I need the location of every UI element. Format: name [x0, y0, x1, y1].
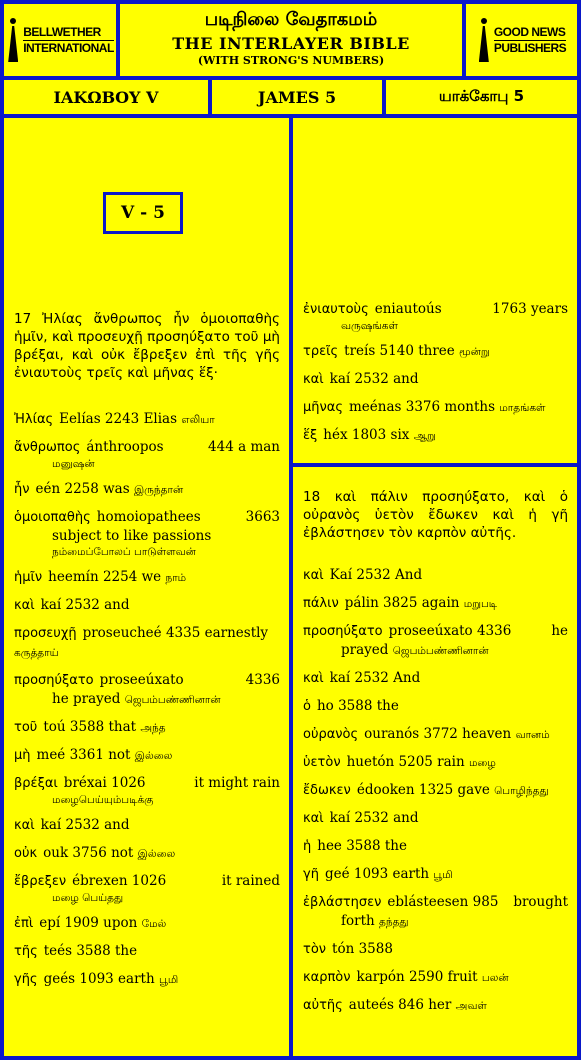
verse-18-text: 18 καὶ πάλιν προσηύξατο, καὶ ὁ οὐρανὸς ὑετὸν ἔδωκεν καὶ ἡ γῆ ἐβλάστησεν τὸν καρπὸν αὐτῆς.	[303, 489, 568, 541]
word-entry	[14, 480, 280, 499]
word-entry-head	[303, 865, 453, 884]
word-entry-head	[303, 622, 511, 641]
word-entry	[14, 774, 280, 807]
tamil-gloss: ஜெபம்பண்ணினான்	[124, 694, 221, 706]
transliteration: auteés 846 her	[348, 997, 452, 1013]
word-entry	[14, 970, 280, 989]
word-entry	[303, 622, 568, 660]
verse-17-text: 17 Ἠλίας ἄνθρωπος ἦν ὁμοιοπαθὴς ἡμῖν, καὶ προσευχῇ προσηύξατο τοῦ μὴ βρέξαι, καὶ οὐκ ἔβρεξεν ἐπὶ τῆς γῆς ἐνιαυτοὺς τρεῖς καὶ μῆνας ἕξ·	[14, 311, 280, 381]
transliteration: meé 3361 not	[36, 747, 131, 763]
transliteration: toú 3588 that	[43, 719, 137, 735]
greek-word: τοῦ	[14, 720, 38, 735]
english-gloss-cont	[14, 527, 280, 545]
verse-badge: V - 5	[103, 192, 183, 234]
word-entry	[303, 725, 568, 744]
word-entry	[303, 753, 568, 772]
word-entry-gloss: 444 a man	[208, 439, 280, 455]
word-entry-row	[303, 725, 568, 744]
tamil-gloss: மறுபடி	[463, 598, 498, 610]
tamil-gloss: ஆறு	[413, 430, 436, 442]
greek-word: ἡμῖν	[14, 570, 43, 585]
word-entry-gloss: he	[551, 623, 568, 639]
book-english: JAMES 5	[212, 80, 382, 114]
word-entry-head	[14, 410, 215, 429]
transliteration: proseeúxato 4336	[388, 623, 512, 639]
tamil-gloss: பூமி	[158, 974, 179, 986]
left-word-list	[14, 410, 280, 998]
word-entry	[14, 671, 280, 709]
greek-word: αὐτῆς	[303, 998, 343, 1013]
word-entry-gloss: 3663	[245, 509, 280, 525]
word-entry	[303, 697, 568, 716]
transliteration: ho 3588 the	[316, 698, 399, 714]
word-entry-head	[303, 781, 549, 800]
greek-word: τῆς	[14, 944, 38, 959]
word-entry-head	[303, 300, 442, 319]
word-entry-row	[14, 914, 280, 933]
word-entry-row	[14, 844, 280, 863]
greek-word: οὐρανὸς	[303, 727, 359, 742]
word-entry-head	[14, 844, 175, 863]
transliteration: ouk 3756 not	[43, 845, 134, 861]
word-entry	[14, 942, 280, 961]
greek-word: ἄνθρωπος	[14, 440, 81, 455]
word-entry	[303, 300, 568, 333]
word-entry	[14, 410, 280, 429]
word-entry-row	[303, 697, 568, 716]
greek-word: καὶ	[14, 818, 35, 833]
word-entry	[14, 596, 280, 615]
greek-word: ἐβλάστησεν	[303, 895, 382, 910]
word-entry	[303, 594, 568, 613]
word-entry	[14, 872, 280, 905]
word-entry-gloss: it might rain	[194, 775, 280, 791]
greek-word: πάλιν	[303, 596, 339, 611]
word-entry-head	[303, 426, 436, 445]
greek-word: καὶ	[303, 568, 324, 583]
greek-word: καὶ	[303, 811, 324, 826]
word-entry	[303, 865, 568, 884]
word-entry-head	[14, 671, 184, 690]
word-entry-row	[14, 568, 280, 587]
greek-word: Ἠλίας	[14, 412, 54, 427]
greek-word: ὁμοιοπαθὴς	[14, 510, 91, 525]
transliteration: meénas 3376 months	[348, 399, 496, 415]
word-entry-row	[303, 753, 568, 772]
transliteration: eniautoús	[374, 301, 442, 317]
word-entry-head	[303, 837, 407, 856]
tamil-gloss: நாம்	[165, 572, 187, 584]
greek-word: καὶ	[14, 598, 35, 613]
word-entry-row	[14, 480, 280, 499]
word-entry-head	[303, 893, 498, 912]
right-top-word-list	[303, 300, 568, 454]
greek-word: καὶ	[303, 671, 324, 686]
greek-word: ἕξ	[303, 428, 318, 443]
book-greek: ΙΑΚΩΒΟΥ V	[4, 80, 208, 114]
transliteration: bréxai 1026	[63, 775, 146, 791]
greek-word: ἐνιαυτοὺς	[303, 302, 369, 317]
transliteration: proseucheé 4335 earnestly	[82, 625, 269, 641]
word-entry	[303, 809, 568, 828]
word-entry	[14, 746, 280, 765]
greek-word: ἡ	[303, 839, 312, 854]
transliteration: treís 5140 three	[344, 343, 455, 359]
word-entry-row	[14, 774, 280, 793]
word-entry	[303, 893, 568, 931]
word-entry-head	[14, 872, 166, 891]
tamil-gloss: இருந்தான்	[133, 484, 184, 496]
transliteration: Kaí 2532 And	[329, 567, 423, 583]
transliteration: eén 2258 was	[35, 481, 130, 497]
tamil-gloss: பலன்	[481, 972, 509, 984]
greek-word: ἔδωκεν	[303, 783, 351, 798]
word-entry	[303, 669, 568, 688]
word-entry-head	[303, 594, 497, 613]
word-entry-row	[303, 865, 568, 884]
right-bottom-word-list	[303, 566, 568, 1024]
word-entry-head	[14, 970, 178, 989]
greek-word: μῆνας	[303, 400, 343, 415]
word-entry	[303, 968, 568, 987]
greek-word: ἐπὶ	[14, 916, 34, 931]
tamil-gloss: மழை பெய்தது	[52, 892, 124, 904]
tamil-gloss: பூமி	[433, 869, 453, 881]
english-gloss-cont	[14, 690, 280, 709]
transliteration: tón 3588	[332, 941, 393, 957]
word-entry	[14, 816, 280, 835]
transliteration: héx 1803 six	[323, 427, 410, 443]
word-entry-head	[303, 566, 422, 585]
word-entry-head	[14, 914, 166, 933]
word-entry-row	[14, 942, 280, 961]
transliteration: epí 1909 upon	[39, 915, 138, 931]
greek-word: γῆς	[14, 972, 38, 987]
tamil-gloss: இல்லை	[134, 750, 173, 762]
english-gloss: subject to like passions	[52, 528, 212, 544]
transliteration: homoiopathees	[96, 509, 201, 525]
transliteration: teés 3588 the	[43, 943, 138, 959]
word-entry-row	[303, 809, 568, 828]
tamil-gloss: நம்மைப்போலப் பாடுள்ளவன்	[52, 546, 196, 558]
greek-word: προσηύξατο	[303, 624, 383, 639]
word-entry-row	[303, 968, 568, 987]
word-entry-head	[14, 746, 172, 765]
greek-word: βρέξαι	[14, 776, 58, 791]
tamil-gloss: மாதங்கள்	[499, 402, 546, 414]
word-entry-head	[14, 438, 164, 457]
word-entry-head	[303, 342, 490, 361]
word-entry-row	[14, 624, 280, 662]
word-entry-head	[303, 697, 399, 716]
english-gloss: prayed	[341, 642, 389, 658]
word-entry-head	[303, 725, 550, 744]
title-tamil: படிநிலை வேதாகமம்	[204, 9, 378, 30]
greek-word: ὁ	[303, 699, 311, 714]
word-entry-head	[14, 568, 186, 587]
word-entry-gloss: brought	[513, 894, 568, 910]
word-entry-head	[303, 968, 509, 987]
word-entry-gloss: it rained	[221, 873, 280, 889]
word-entry	[303, 426, 568, 445]
english-gloss-cont	[303, 641, 568, 660]
word-entry-head	[14, 718, 166, 737]
transliteration: kaí 2532 and	[329, 810, 419, 826]
tamil-gloss: இல்லை	[137, 848, 176, 860]
word-entry-row	[14, 438, 280, 457]
transliteration: Eelías 2243 Elias	[59, 411, 178, 427]
logo-left-line1: BELLWETHER	[23, 25, 114, 41]
greek-word: ἦν	[14, 482, 30, 497]
word-entry	[303, 837, 568, 856]
word-entry-row	[303, 398, 568, 417]
word-entry-row	[303, 940, 568, 959]
transliteration: geé 1093 earth	[324, 866, 430, 882]
word-entry-head	[303, 370, 419, 389]
goodnews-logo-icon	[477, 18, 491, 62]
bellwether-logo-icon	[6, 18, 20, 62]
transliteration: geés 1093 earth	[43, 971, 155, 987]
word-entry-gloss: 1763 years	[492, 301, 568, 317]
transliteration: eblásteesen 985	[387, 894, 499, 910]
word-entry	[303, 940, 568, 959]
word-entry-row	[303, 669, 568, 688]
word-entry-row	[14, 872, 280, 891]
word-entry-row	[14, 970, 280, 989]
word-entry	[303, 996, 568, 1015]
word-entry-row	[303, 566, 568, 585]
word-entry-head	[14, 624, 280, 662]
logo-right-line2: PUBLISHERS	[493, 40, 567, 55]
word-entry-row	[14, 671, 280, 690]
tamil-gloss: வானம்	[515, 729, 550, 741]
word-entry	[14, 438, 280, 471]
transliteration: kaí 2532 and	[329, 371, 419, 387]
transliteration: huetón 5205 rain	[346, 754, 465, 770]
word-entry	[303, 370, 568, 389]
word-entry-row	[303, 996, 568, 1015]
word-entry-row	[303, 426, 568, 445]
greek-word: ἔβρεξεν	[14, 874, 67, 889]
word-entry-head	[303, 669, 420, 688]
word-entry	[14, 624, 280, 662]
word-entry-row	[14, 746, 280, 765]
word-entry-row	[303, 370, 568, 389]
word-entry-row	[303, 781, 568, 800]
greek-word: τὸν	[303, 942, 327, 957]
logo-bellwether	[4, 4, 116, 76]
word-entry-head	[303, 809, 419, 828]
transliteration: ouranós 3772 heaven	[364, 726, 512, 742]
word-entry-head	[303, 940, 393, 959]
word-entry	[303, 566, 568, 585]
tamil-gloss: கருத்தாய்	[14, 647, 59, 659]
word-entry	[14, 844, 280, 863]
greek-word: ὑετὸν	[303, 755, 341, 770]
book-tamil: யாக்கோபு 5	[386, 80, 577, 114]
word-entry-head	[14, 942, 137, 961]
logo-left-line2: INTERNATIONAL	[23, 40, 114, 55]
word-entry-row	[303, 837, 568, 856]
transliteration: pálin 3825 again	[344, 595, 460, 611]
title-english: THE INTERLAYER BIBLE	[172, 34, 410, 53]
greek-word: προσηύξατο	[14, 673, 94, 688]
word-entry-row	[303, 893, 568, 912]
word-entry	[14, 568, 280, 587]
transliteration: kaí 2532 and	[40, 817, 130, 833]
title-block	[120, 4, 462, 76]
tamil-gloss: வருஷங்கள்	[341, 320, 398, 332]
tamil-gloss: பொழிந்தது	[494, 785, 549, 797]
greek-word: καρπὸν	[303, 970, 351, 985]
word-entry-gloss: 4336	[245, 672, 280, 688]
tamil-gloss: மழைபெய்யும்படிக்கு	[52, 794, 154, 806]
tamil-gloss: ஜெபம்பண்ணினான்	[392, 645, 489, 657]
word-entry-row	[303, 342, 568, 361]
word-entry-row	[14, 410, 280, 429]
subtitle: (WITH STRONG'S NUMBERS)	[197, 54, 385, 67]
transliteration: édooken 1325 gave	[356, 782, 490, 798]
word-entry-row	[14, 718, 280, 737]
tamil-gloss: எலியா	[181, 414, 215, 426]
word-entry-head	[14, 508, 201, 527]
greek-word: καὶ	[303, 372, 324, 387]
greek-word: μὴ	[14, 748, 31, 763]
word-entry-head	[14, 816, 130, 835]
greek-word: προσευχῇ	[14, 626, 77, 641]
tamil-gloss: தந்தது	[379, 916, 409, 928]
word-entry-row	[303, 594, 568, 613]
word-entry	[14, 508, 280, 559]
english-gloss: he prayed	[52, 691, 121, 707]
logo-right-line1: GOOD NEWS	[493, 24, 566, 39]
word-entry-head	[303, 996, 487, 1015]
word-entry-row	[14, 508, 280, 527]
word-entry-row	[303, 300, 568, 319]
word-entry-head	[14, 774, 146, 793]
word-entry-row	[303, 622, 568, 641]
greek-word: οὐκ	[14, 846, 38, 861]
english-gloss-cont	[303, 912, 568, 931]
word-entry	[303, 398, 568, 417]
logo-goodnews	[466, 4, 577, 76]
word-entry-head	[14, 596, 130, 615]
tamil-gloss: அவள்	[455, 1000, 487, 1012]
word-entry	[303, 781, 568, 800]
word-entry	[14, 718, 280, 737]
greek-word: γῆ	[303, 867, 319, 882]
tamil-gloss: மேல்	[141, 918, 167, 930]
transliteration: hee 3588 the	[317, 838, 407, 854]
greek-word: τρεῖς	[303, 344, 339, 359]
word-entry-row	[14, 596, 280, 615]
word-entry-row	[14, 816, 280, 835]
transliteration: heemín 2254 we	[48, 569, 162, 585]
transliteration: karpón 2590 fruit	[356, 969, 478, 985]
tamil-gloss: மழை	[468, 757, 496, 769]
english-gloss: forth	[341, 913, 375, 929]
transliteration: ánthroopos	[86, 439, 164, 455]
word-entry	[14, 914, 280, 933]
tamil-gloss: மூன்று	[459, 346, 490, 358]
transliteration: ébrexen 1026	[72, 873, 167, 889]
word-entry	[303, 342, 568, 361]
word-entry-head	[303, 398, 546, 417]
tamil-gloss: அந்த	[140, 722, 166, 734]
transliteration: kaí 2532 and	[40, 597, 130, 613]
word-entry-head	[14, 480, 183, 499]
transliteration: kaí 2532 And	[329, 670, 421, 686]
word-entry-head	[303, 753, 496, 772]
transliteration: proseeúxato	[99, 672, 184, 688]
tamil-gloss: மனுஷன்	[52, 458, 95, 470]
